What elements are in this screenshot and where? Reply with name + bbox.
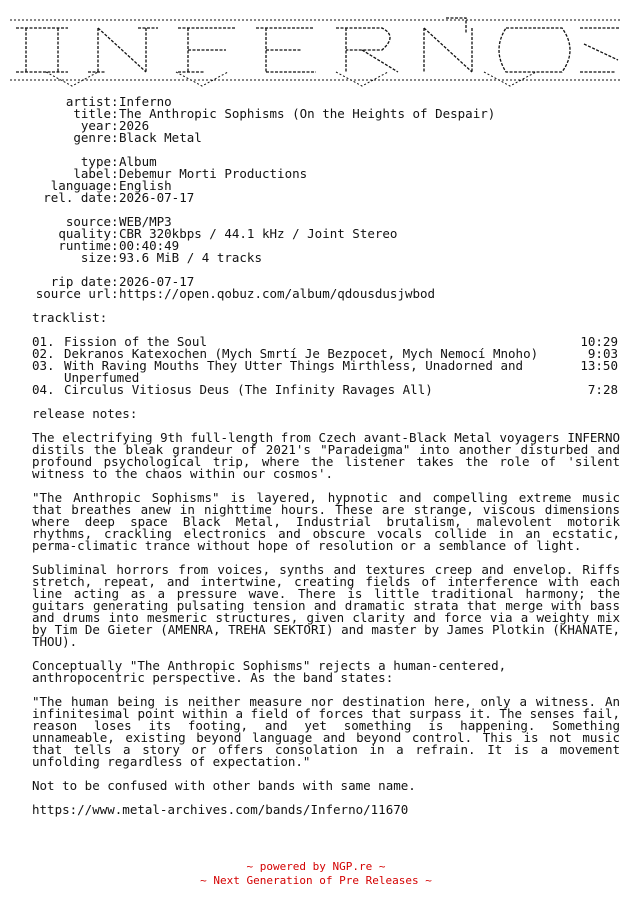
track-title: Dekranos Katexochen (Mych Smrtí Je Bezpocet, Mych Nemocí Mnoho) [64, 346, 539, 361]
logo-letter-i [16, 28, 68, 72]
notes-disclaimer: Not to be confused with other bands with same name. [32, 778, 416, 793]
logo-letter-e [256, 28, 316, 72]
language-label: language [50, 178, 111, 193]
notes-quote: "The human being is neither measure nor destination here, only a witness. An infinitesimal point within a field of forces that surpass it. The senses fail, reason loses its footing, and yet something is happening. Something unnameable, existing beyond language and beyond control. This is not music that tells a story or offers consolation in a refrain. It is a movement unfolding regardless of expectation." [32, 694, 620, 769]
label-value: Debemur Morti Productions [119, 166, 308, 181]
year-value: 2026 [119, 118, 150, 133]
rip-date-label: rip date [50, 274, 111, 289]
language-value: English [119, 178, 172, 193]
quality-value: CBR 320kbps / 44.1 kHz / Joint Stereo [119, 226, 398, 241]
logo-letter-r [336, 28, 398, 72]
genre-value: Black Metal [119, 130, 202, 145]
size-row: size : 93.6 MiB / 4 tracks [0, 252, 495, 264]
type-row: type : Album [0, 156, 495, 168]
rel-date-value: 2026-07-17 [119, 190, 195, 205]
runtime-row: runtime : 00:40:49 [0, 240, 495, 252]
artist-row: artist : Inferno [0, 96, 495, 108]
year-label: year [80, 118, 111, 133]
type-label: type [80, 154, 111, 169]
track-row [32, 384, 618, 396]
track-title: Fission of the Soul [64, 334, 207, 349]
track-number: 02. [32, 346, 55, 361]
track-duration: 10:29 [580, 334, 618, 349]
source-label: source [65, 214, 111, 229]
source-url-row: source url : https://open.qobuz.com/album/qdousdusjwbod [0, 288, 495, 300]
source-value: WEB/MP3 [119, 214, 172, 229]
track-row [32, 360, 618, 384]
notes-paragraph: The electrifying 9th full-length from Czech avant-Black Metal voyagers INFERNO distils the bleak grandeur of 2021's "Paradeigma" into another disturbed and profound psychological trip, where the listener takes the role of 'silent witness to the chaos within our cosmos'. [32, 430, 620, 481]
size-value: 93.6 MiB / 4 tracks [119, 250, 262, 265]
label-label: label [73, 166, 111, 181]
metal-archives-link[interactable]: https://www.metal-archives.com/bands/Inferno/11670 [32, 802, 409, 817]
size-label: size [80, 250, 111, 265]
artist-label: artist [65, 94, 111, 109]
label-row: label : Debemur Morti Productions [0, 168, 495, 180]
quality-row: quality : CBR 320kbps / 44.1 kHz / Joint Stereo [0, 228, 495, 240]
title-row: title : The Anthropic Sophisms (On the Heights of Despair) [0, 108, 495, 120]
quality-label: quality [58, 226, 111, 241]
release-notes [32, 432, 620, 828]
tracklist-heading: tracklist: [32, 310, 108, 325]
logo-letter-f [178, 28, 236, 72]
notes-paragraph: Conceptually "The Anthropic Sophisms" rejects a human-centered, anthropocentric perspective. As the band states: [32, 658, 507, 685]
track-number: 01. [32, 334, 55, 349]
track-duration: 9:03 [587, 346, 618, 361]
source-url-label: source url [35, 286, 111, 301]
track-title: With Raving Mouths They Utter Things Mirthless, Unadorned and Unperfumed [64, 358, 524, 385]
type-value: Album [119, 154, 157, 169]
rel-date-label: rel. date [43, 190, 111, 205]
track-duration: 13:50 [580, 358, 618, 373]
runtime-value: 00:40:49 [119, 238, 180, 253]
language-row: language : English [0, 180, 495, 192]
genre-row: genre : Black Metal [0, 132, 495, 144]
rip-date-value: 2026-07-17 [119, 274, 195, 289]
runtime-label: runtime [58, 238, 111, 253]
genre-label: genre [73, 130, 111, 145]
footer-tagline: ~ Next Generation of Pre Releases ~ [200, 874, 432, 887]
rel-date-row: rel. date : 2026-07-17 [0, 192, 495, 204]
inferno-ascii-logo [6, 10, 626, 88]
footer [0, 860, 632, 888]
tracklist [32, 336, 618, 396]
track-number: 04. [32, 382, 55, 397]
notes-paragraph: "The Anthropic Sophisms" is layered, hypnotic and compelling extreme music that breathes anew in nighttime hours. These are strange, viscous dimensions where deep space Black Metal, Industrial brutalism, malevolent motorik rhythms, crackling electronics and obscure vocals collide in an ecstatic, perma-climatic trance without hope of resolution or a semblance of light. [32, 490, 620, 553]
release-info [0, 96, 495, 300]
track-number: 03. [32, 358, 55, 373]
logo-letter-o [499, 28, 570, 72]
source-row: source : WEB/MP3 [0, 216, 495, 228]
notes-paragraph: Subliminal horrors from voices, synths and textures creep and envelop. Riffs stretch, repeat, and intertwine, creating fields of interference with each line acting as a pressure wave. There is little traditional harmony; the guitars generating pulsating tension and dramatic strata that merge with bass and drums into mesmeric structures, given clarity and force via a weighty mix by Tim De Gieter (AMENRA, TREHA SEKTORI) and master by James Plotkin (KHANATE, THOU). [32, 562, 620, 649]
logo-letter-n2 [424, 18, 472, 72]
source-url-value[interactable]: https://open.qobuz.com/album/qdousdusjwbod [119, 286, 436, 301]
year-row: year : 2026 [0, 120, 495, 132]
logo-letter-n [88, 28, 158, 72]
logo-letter-tail [580, 28, 620, 72]
footer-powered-by: ~ powered by NGP.re ~ [246, 860, 386, 873]
track-duration: 7:28 [587, 382, 618, 397]
track-title: Circulus Vitiosus Deus (The Infinity Ravages All) [64, 382, 433, 397]
release-notes-heading: release notes: [32, 406, 138, 421]
title-label: title [73, 106, 111, 121]
rip-date-row: rip date : 2026-07-17 [0, 276, 495, 288]
artist-value: Inferno [119, 94, 172, 109]
title-value: The Anthropic Sophisms (On the Heights of Despair) [119, 106, 496, 121]
